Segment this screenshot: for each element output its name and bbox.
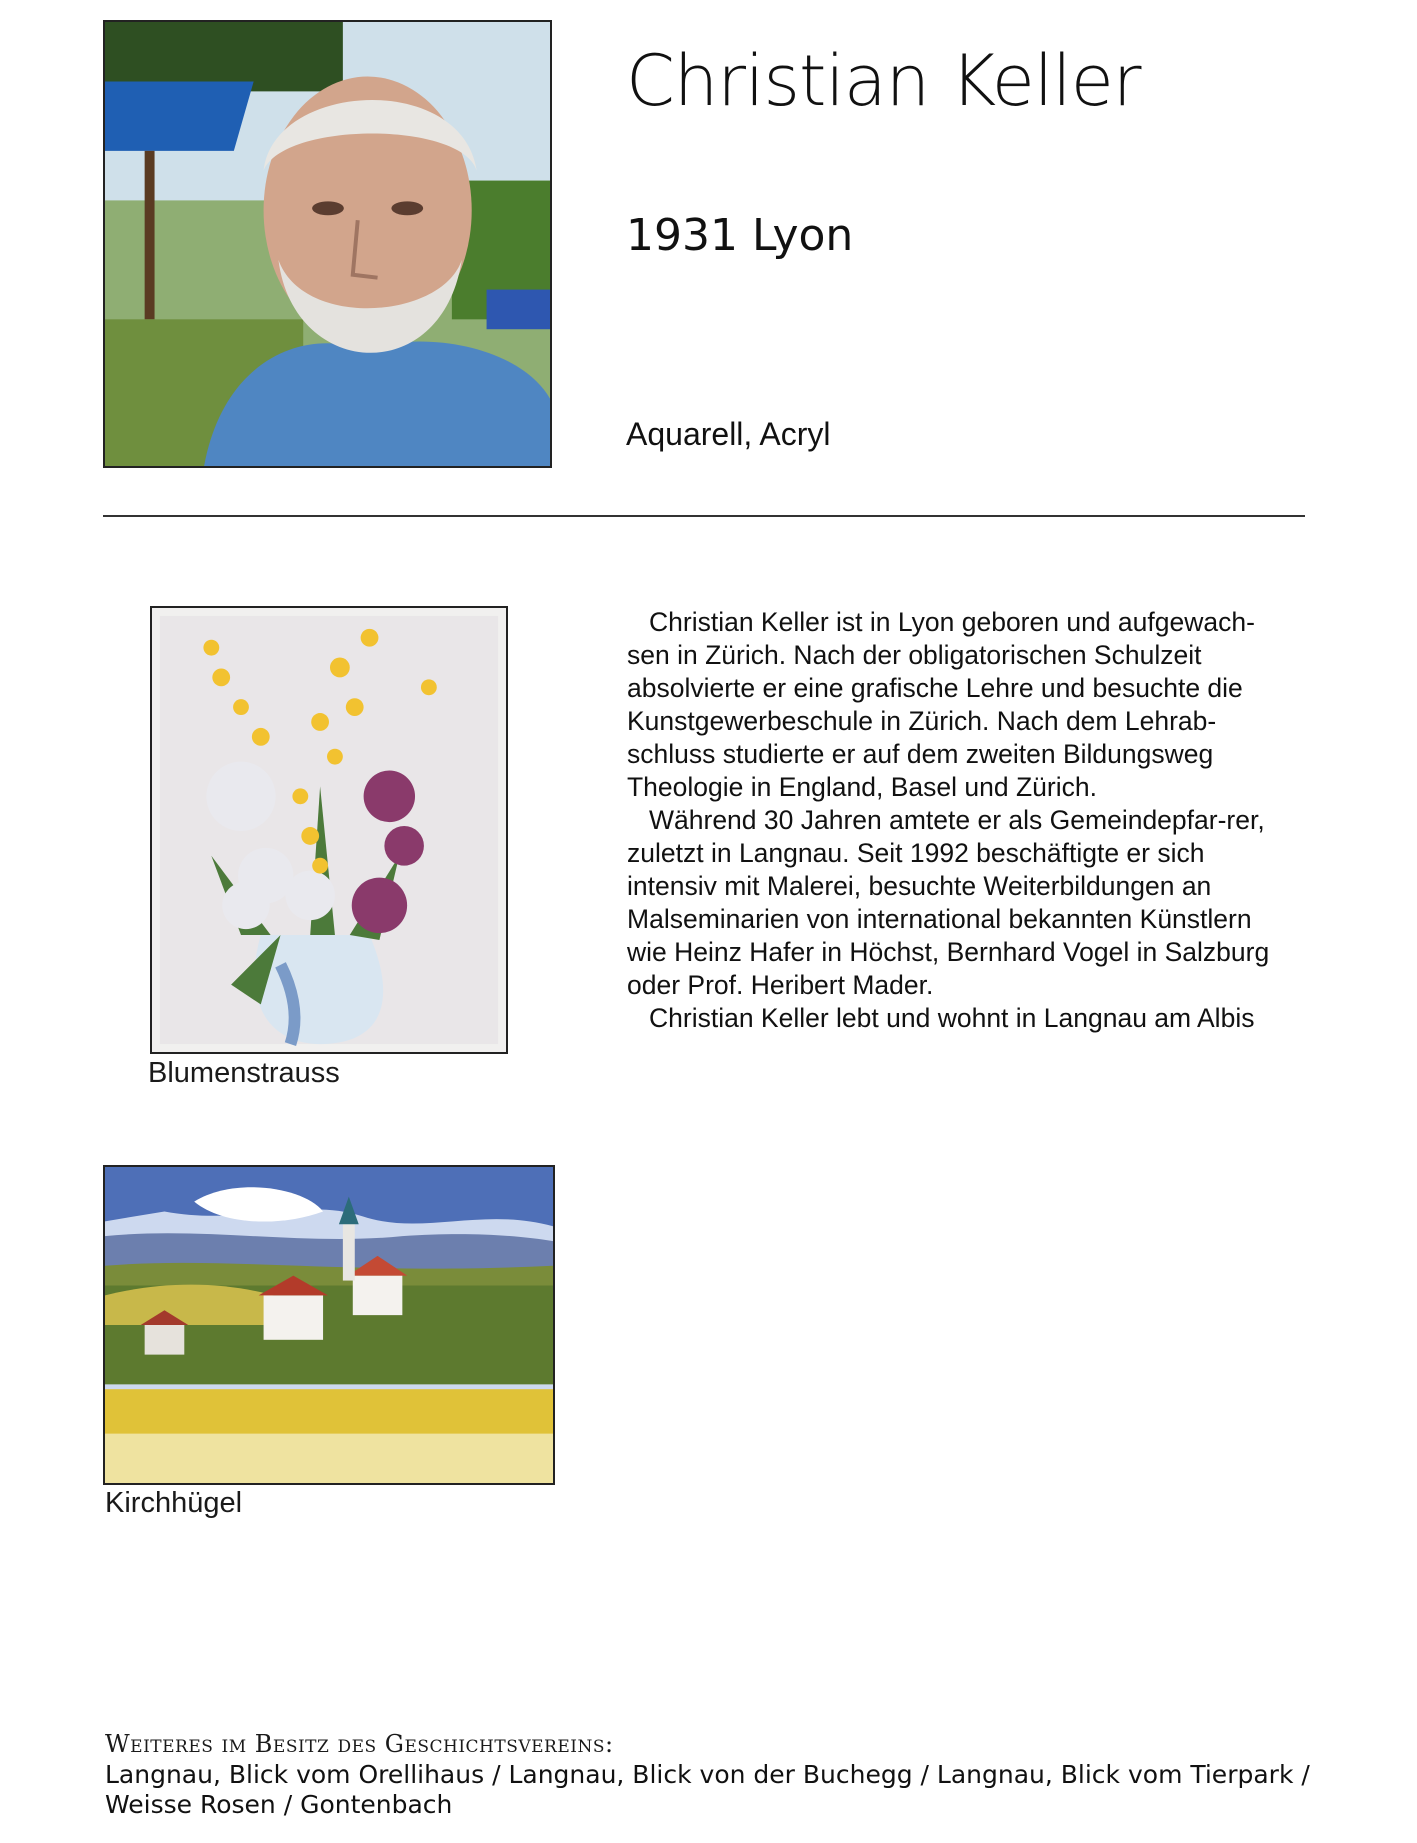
biography-paragraph: Christian Keller lebt und wohnt in Langnau am Albis [649, 1003, 1255, 1033]
biography-paragraph: Christian Keller ist in Lyon geboren und aufgewach-sen in Zürich. Nach der obligatorischen Schulzeit absolvierte er eine grafische Lehre und besuchte die Kunstgewerbeschule in Zürich. Nach dem Lehrab-schluss studierte er auf dem zweiten Bildungsweg Theologie in England, Basel und Zürich. [627, 607, 1255, 802]
artist-name: Christian Keller [626, 40, 1141, 122]
artist-medium: Aquarell, Acryl [626, 416, 831, 452]
artwork-kirchhuegel-image [103, 1165, 555, 1485]
more-works-heading: Weiteres im Besitz des Geschichtsvereins: [105, 1730, 614, 1758]
artwork-caption: Blumenstrauss [148, 1057, 340, 1089]
more-works-list: Langnau, Blick vom Orellihaus / Langnau, Blick von der Buchegg / Langnau, Blick vom Tierpark / Weisse Rosen / Gontenbach [105, 1760, 1310, 1819]
artwork-caption: Kirchhügel [105, 1487, 243, 1519]
artist-portrait-photo [103, 20, 552, 468]
artist-birth: 1931 Lyon [626, 210, 854, 261]
biography [627, 606, 1287, 1035]
artwork-blumenstrauss-image [150, 606, 508, 1054]
biography-paragraph: Während 30 Jahren amtete er als Gemeindepfar-rer, zuletzt in Langnau. Seit 1992 beschäftigte er sich intensiv mit Malerei, besuchte Weiterbildungen an Malseminarien von international bekannten Künstlern wie Heinz Hafer in Höchst, Bernhard Vogel in Salzburg oder Prof. Heribert Mader. [627, 805, 1270, 1000]
divider [103, 515, 1305, 517]
